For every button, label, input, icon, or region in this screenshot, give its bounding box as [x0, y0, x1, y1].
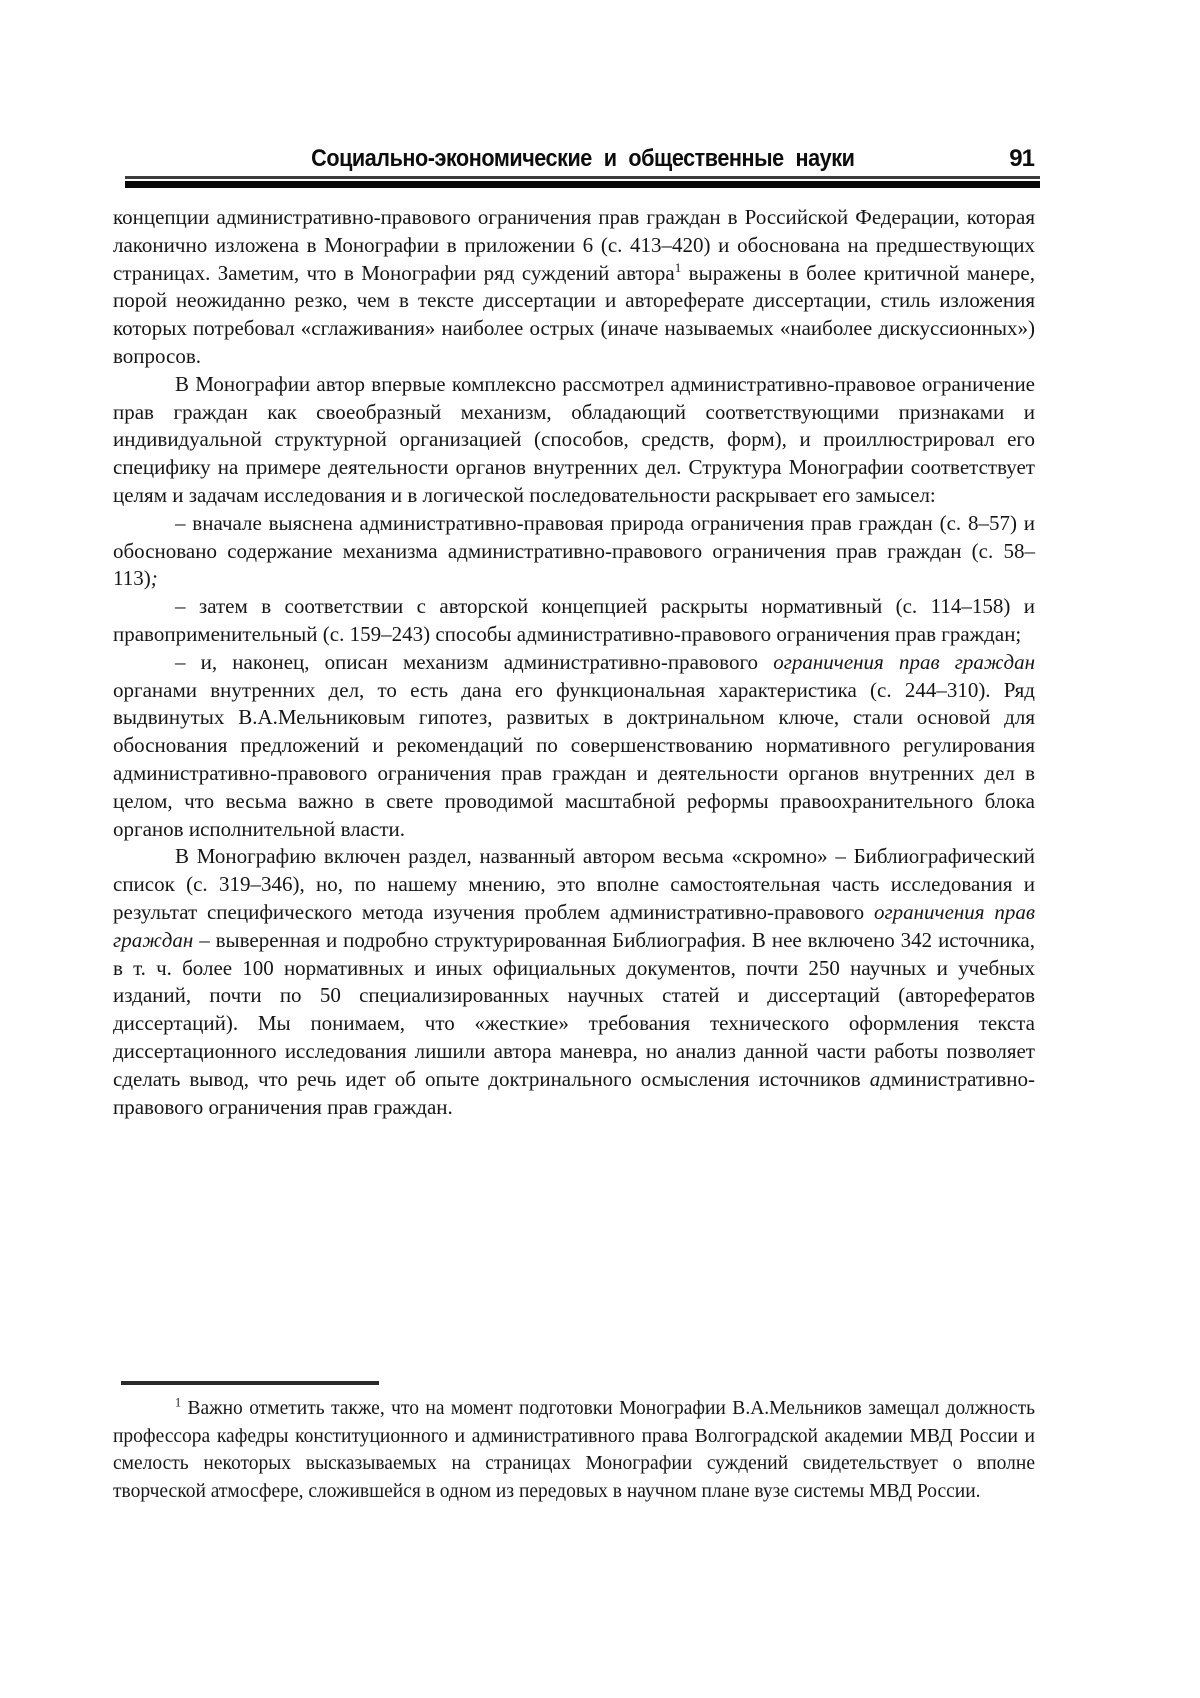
text-run: дминистративно-правового ограничения прав граждан.: [113, 1066, 1035, 1119]
text-run: органами внутренних дел, то есть дана его функциональная характеристика (с. 244–310). Ряд выдвинутых В.А.Мельниковым гипотез, развитых в доктринальном ключе, стали основой для обоснования предложений и рекомендаций по совершенствованию нормативного регулирования административно-правового ограничения прав граждан и деятельности органов внутренних дел в целом, что весьма важно в свете проводимой масштабной реформы правоохранительного блока органов исполнительной власти.: [113, 677, 1035, 841]
text-run: В Монографии автор впервые комплексно рассмотрел административно-правовое ограничение прав граждан как своеобразный механизм, обладающий соответствующими признаками и индивидуальной структурной организацией (способов, средств, форм), и проиллюстрировал его специфику на примере деятельности органов внутренних дел. Структура Монографии соответствует целям и задачам исследования и в логической последовательности раскрывает его замысел:: [113, 371, 1035, 507]
text-run: концепции административно-правового ограничения прав граждан в Российской Федерации, которая лаконично изложена в Монографии в приложении 6 (с. 413–420) и обоснована на предшествующих страницах. Заметим, что в Монографии ряд суждений автора: [113, 205, 1035, 285]
paragraph: [113, 593, 1035, 649]
paragraph: [113, 204, 1035, 371]
paragraph: [113, 1395, 1035, 1505]
italic-run: ;: [150, 566, 158, 591]
footnote-ref: 1: [674, 259, 682, 275]
text-run: В Монографию включен раздел, названный автором весьма «скромно» – Библиографический список (с. 319–346), но, по нашему мнению, это вполне самостоятельная часть исследования и результат специфического метода изучения проблем административно-правового: [113, 844, 1035, 924]
paragraph: [113, 649, 1035, 844]
running-head-title: Социально-экономические и общественные науки: [310, 145, 855, 172]
footnote-ref: 1: [175, 1395, 182, 1410]
page-header: [125, 139, 1040, 188]
text-run: Важно отметить также, что на момент подготовки Монографии В.А.Мельников замещал должность профессора кафедры конституционного и административного права Волгоградской академии МВД России и смелость некоторых высказываемых на страницах Монографии суждений свидетельствует о вполне творческой атмосфере, сложившейся в одном из передовых в научном плане вузе системы МВД России.: [113, 1398, 1035, 1502]
page-number: 91: [1009, 145, 1034, 172]
running-head-row: [125, 139, 1040, 173]
paragraph: [113, 843, 1035, 1121]
footnote-text: [113, 1395, 1035, 1505]
italic-run: а: [869, 1066, 881, 1091]
paragraph: [113, 510, 1035, 593]
paragraph: [113, 371, 1035, 510]
header-rule-thin: [125, 176, 1040, 179]
running-head: [125, 145, 1040, 173]
article-body: [113, 204, 1035, 1121]
italic-run: ограничения прав граждан: [773, 649, 1036, 674]
footnote-separator: [121, 1381, 379, 1385]
text-run: – выверенная и подробно структурированная Библиография. В нее включено 342 источника, в т. ч. более 100 нормативных и иных официальных документов, почти 250 научных и учебных изданий, почти по 50 специализированных научных статей и диссертаций (авторефератов диссертаций). Мы понимаем, что «жесткие» требования технического оформления текста диссертационного исследования лишили автора маневра, но анализ данной части работы позволяет сделать вывод, что речь идет об опыте доктринального осмысления источников: [113, 927, 1035, 1091]
footnote-section: [113, 1381, 1035, 1505]
text-run: – вначале выяснена административно-правовая природа ограничения прав граждан (с. 8–57) и обосновано содержание механизма административно-правового ограничения прав граждан (с. 58–113): [113, 510, 1035, 591]
text-run: – затем в соответствии с авторской концепцией раскрыты нормативный (с. 114–158) и правоприменительный (с. 159–243) способы административно-правового ограничения прав граждан;: [113, 594, 1035, 646]
italic-run: ограничения прав граждан: [113, 899, 1035, 952]
text-run: – и, наконец, описан механизм административно-правового: [175, 649, 774, 674]
header-rule-thick: [125, 181, 1040, 188]
text-run: выражены в более критичной манере, порой неожиданно резко, чем в тексте диссертации и автореферате диссертации, стиль изложения которых потребовал «сглаживания» наиболее острых (иначе называемых «наиболее дискуссионных») вопросов.: [113, 260, 1036, 368]
header-rule: [125, 176, 1040, 188]
